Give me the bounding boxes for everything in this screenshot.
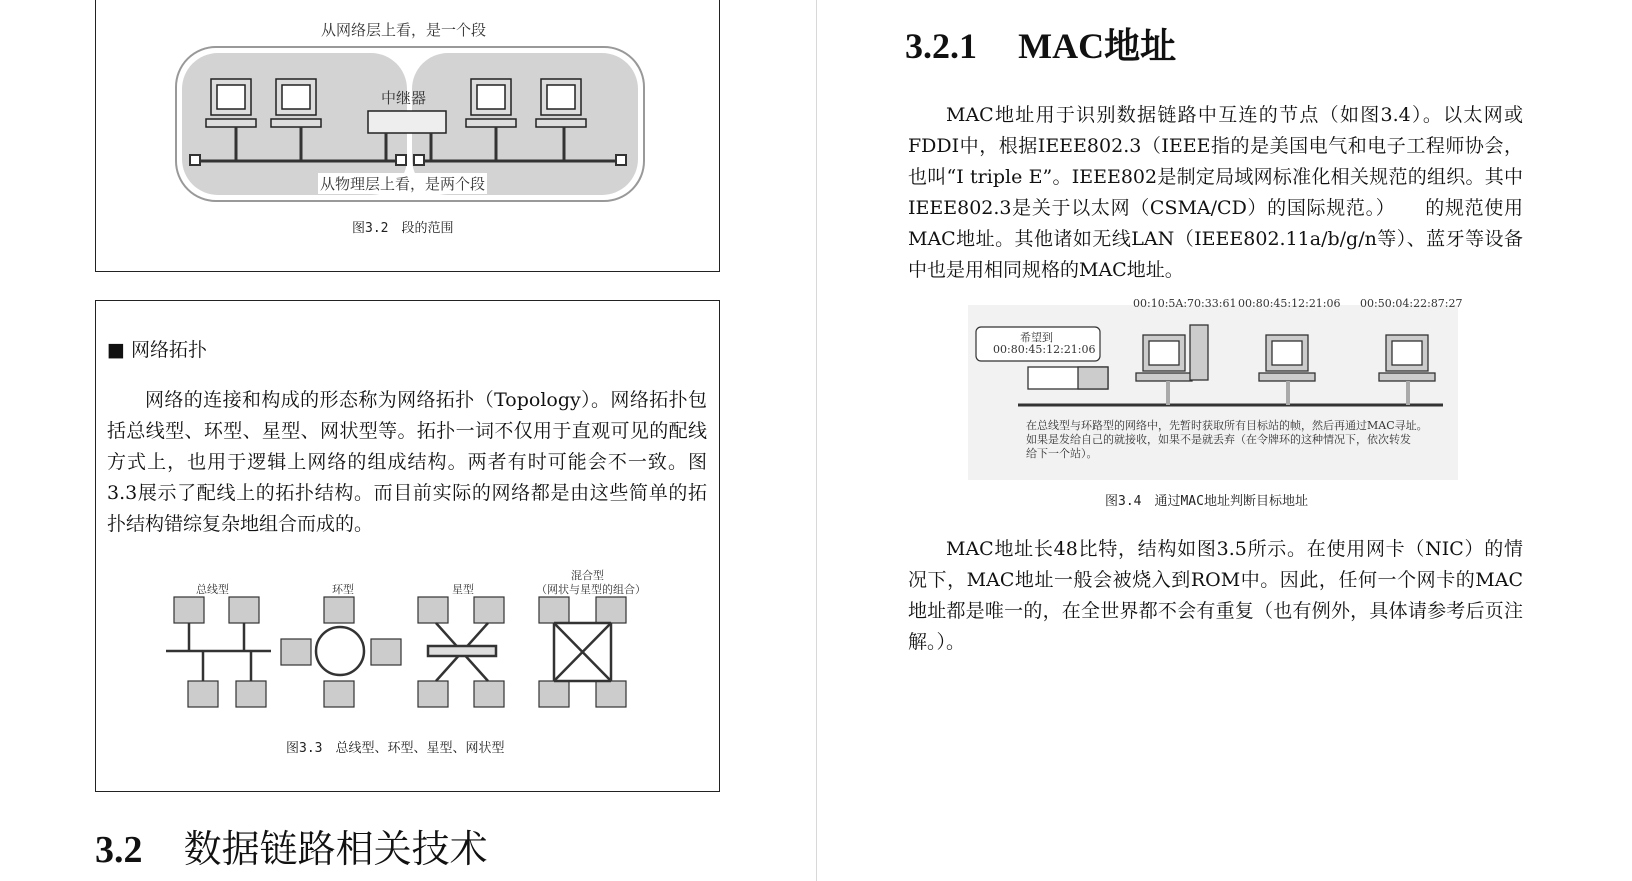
subsection-number: 3.2.1 xyxy=(905,26,977,66)
fig34-note-1: 在总线型与环路型的网络中，先暂时获取所有目标站的帧，然后再通过MAC寻址。 xyxy=(1026,419,1428,432)
fig34-note-3: 给下一个站）。 xyxy=(1026,447,1098,460)
topology-box xyxy=(95,300,720,792)
bubble-text-2: 00:80:45:12:21:06 xyxy=(993,343,1096,356)
page-divider xyxy=(816,0,817,881)
physical-layer-label: 从物理层上看，是两个段 xyxy=(320,175,486,193)
figure-3-4-caption: 图3.4 通过MAC地址判断目标地址 xyxy=(1105,494,1308,509)
figure-3-2-box xyxy=(95,0,720,272)
mac-paragraph-1: MAC地址用于识别数据链路中互连的节点（如图3.4）。以太网或FDDI中，根据IEEE802.3（IEEE指的是美国电气和电子工程师协会，也叫“I triple E”。IEEE802是制定局域网标准化相关规范的组织。其中IEEE802.3是关于以太网（CSMA/CD）的国际规范。） 的规范使用MAC地址。其他诸如无线LAN（IEEE802.11a/b/g/n等）、蓝牙等设备中也是用相同规格的MAC地址。 xyxy=(908,104,1523,281)
figure-3-4 xyxy=(968,297,1463,480)
figure-3-2-caption: 图3.2 段的范围 xyxy=(352,221,454,236)
repeater-label: 中继器 xyxy=(381,89,427,107)
topology-diagram xyxy=(96,591,719,751)
star-label: 星型 xyxy=(452,583,474,596)
subsection-title: MAC地址 xyxy=(1018,26,1177,66)
mac-address-1: 00:10:5A:70:33:61 xyxy=(1133,297,1237,310)
mac-address-2: 00:80:45:12:21:06 xyxy=(1238,297,1341,310)
fig34-note-2: 如果是发给自己的就接收，如果不是就丢弃（在令牌环的这种情况下，依次转发 xyxy=(1026,433,1411,446)
section-number: 3.2 xyxy=(95,829,143,871)
section-heading xyxy=(95,818,488,873)
topology-paragraph: 网络的连接和构成的形态称为网络拓扑（Topology）。网络拓扑包括总线型、环型、星型、网状型等。拓扑一词不仅用于直观可见的配线方式上，也用于逻辑上网络的组成结构。两者有时可能会不一致。图3.3展示了配线上的拓扑结构。而目前实际的网络都是由这些简单的拓扑结构错综复杂地组合而成的。 xyxy=(107,389,707,535)
repeater-icon xyxy=(368,111,446,133)
section-title: 数据链路相关技术 xyxy=(183,827,488,871)
ring-label: 环型 xyxy=(332,583,354,596)
topology-heading: ■ 网络拓扑 xyxy=(107,339,207,361)
figure-3-3-caption: 图3.3 总线型、环型、星型、网状型 xyxy=(286,741,505,756)
bubble-text-1: 希望到 xyxy=(1020,331,1053,344)
bus-label: 总线型 xyxy=(196,583,229,596)
mac-address-3: 00:50:04:22:87:27 xyxy=(1360,297,1463,310)
mac-paragraph-2: MAC地址长48比特，结构如图3.5所示。在使用网卡（NIC）的情况下，MAC地址一般会被烧入到ROM中。因此，任何一个网卡的MAC地址都是唯一的，在全世界都不会有重复（也有例外，具体请参考后页注解。）。 xyxy=(908,538,1523,653)
network-layer-label: 从网络层上看，是一个段 xyxy=(321,21,487,39)
mesh-sub-label: （网状与星型的组合） xyxy=(536,583,646,596)
mesh-label: 混合型 xyxy=(571,569,604,582)
subsection-heading xyxy=(905,18,1176,69)
